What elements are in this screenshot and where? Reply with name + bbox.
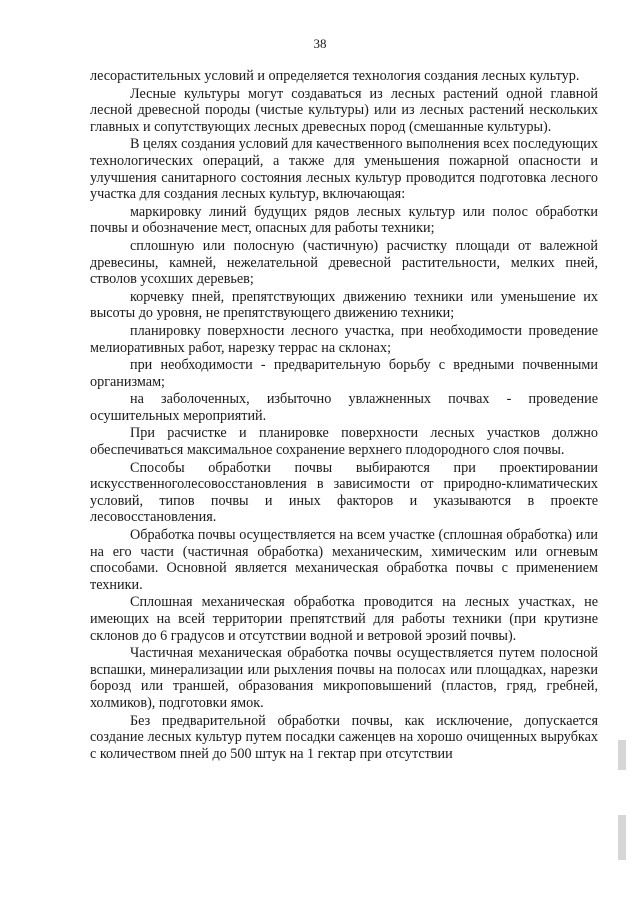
- paragraph: Без предварительной обработки почвы, как исключение, допускается создание лесных культур путем посадки саженцев на хорошо очищенных вырубках с количеством пней до 500 штук на 1 гектар при отсутствии: [90, 712, 598, 762]
- list-item: корчевку пней, препятствующих движению техники или уменьшение их высоты до уровня, не препятствующего движению техники;: [90, 288, 598, 322]
- paragraph: При расчистке и планировке поверхности лесных участков должно обеспечиваться максимальное сохранение верхнего плодородного слоя почвы.: [90, 425, 598, 459]
- document-body: [90, 68, 598, 763]
- scan-margin-mark: [618, 815, 626, 860]
- paragraph: Способы обработки почвы выбираются при проектировании искусственноголесовосстановления в зависимости от природно-климатических условий, типов почвы и иных факторов и указываются в проекте лесовосстановления.: [90, 459, 598, 526]
- paragraph: Обработка почвы осуществляется на всем участке (сплошная обработка) или на его части (частичная обработка) механическим, химическим или огневым способами. Основной является механическая обработка почвы с применением техники.: [90, 527, 598, 593]
- page-number: 38: [313, 36, 327, 51]
- list-item: сплошную или полосную (частичную) расчистку площади от валежной древесины, камней, нежелательной древесной растительности, мелких пней, стволов усохших деревьев;: [90, 237, 598, 288]
- paragraph: В целях создания условий для качественного выполнения всех последующих технологических операций, а также для уменьшения пожарной опасности и улучшения санитарного состояния лесных культур проводится подготовка лесного участка для создания лесных культур, включающая:: [90, 136, 598, 203]
- scan-margin-mark: [618, 740, 626, 770]
- paragraph: лесорастительных условий и определяется технология создания лесных культур.: [90, 68, 580, 84]
- list-item: при необходимости - предварительную борьбу с вредными почвенными организмам;: [90, 357, 598, 390]
- list-item: на заболоченных, избыточно увлажненных почвах - проведение осушительных мероприятий.: [90, 391, 598, 424]
- list-item: маркировку линий будущих рядов лесных культур или полос обработки почвы и обозначение мест, опасных для работы техники;: [90, 203, 598, 237]
- paragraph: Сплошная механическая обработка проводится на лесных участках, не имеющих на всей территории препятствий для работы техники (при крутизне склонов до 6 градусов и отсутствии водной и ветровой эрозий почвы).: [90, 594, 598, 644]
- list-item: планировку поверхности лесного участка, при необходимости проведение мелиоративных работ, нарезку террас на склонах;: [90, 322, 598, 356]
- paragraph: Лесные культуры могут создаваться из лесных растений одной главной лесной древесной породы (чистые культуры) или из лесных растений нескольких главных и сопутствующих лесных древесных пород (смешанные культуры).: [90, 85, 598, 135]
- paragraph: Частичная механическая обработка почвы осуществляется путем полосной вспашки, минерализации или рыхления почвы на полосах или площадках, нарезки борозд или траншей, образования микроповышений (пластов, гряд, гребней, холмиков), подготовки ямок.: [90, 645, 598, 711]
